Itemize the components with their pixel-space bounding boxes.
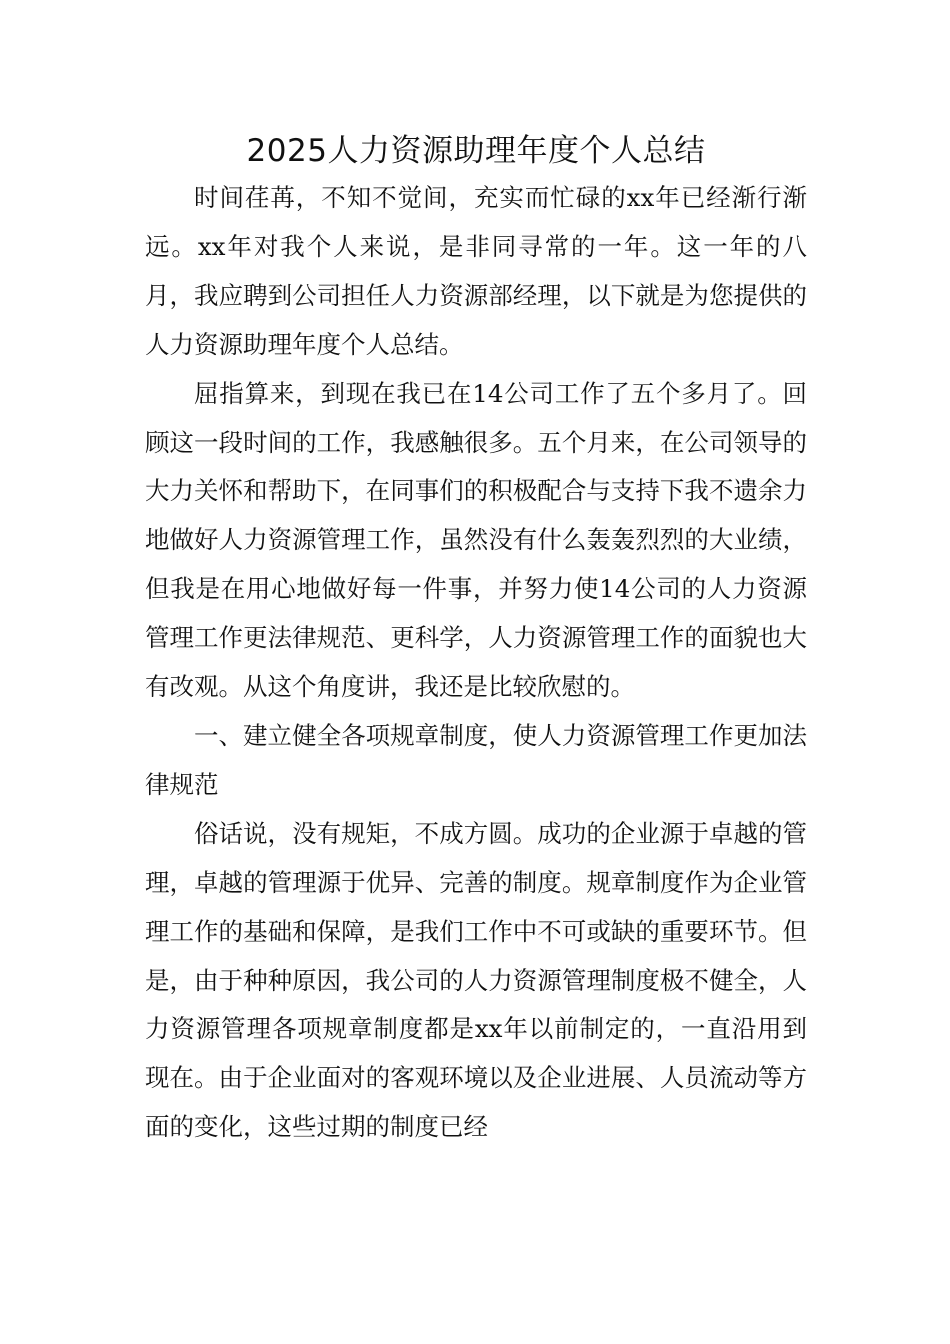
paragraph-rules: 俗话说，没有规矩，不成方圆。成功的企业源于卓越的管理，卓越的管理源于优异、完善的制度。规章制度作为企业管理工作的基础和保障，是我们工作中不可或缺的重要环节。但是，由于种种原因，我公司的人力资源管理制度极不健全，人力资源管理各项规章制度都是xx年以前制定的，一直沿用到现在。由于企业面对的客观环境以及企业进展、人员流动等方面的变化，这些过期的制度已经 bbox=[145, 818, 807, 1142]
document-body bbox=[145, 128, 807, 1152]
paragraph-review: 屈指算来，到现在我已在14公司工作了五个多月了。回顾这一段时间的工作，我感触很多。五个月来，在公司领导的大力关怀和帮助下，在同事们的积极配合与支持下我不遗余力地做好人力资源管理工作，虽然没有什么轰轰烈烈的大业绩，但我是在用心地做好每一件事，并努力使14公司的人力资源管理工作更法律规范、更科学，人力资源管理工作的面貌也大有改观。从这个角度讲，我还是比较欣慰的。 bbox=[145, 378, 807, 702]
section-heading-1: 一、建立健全各项规章制度，使人力资源管理工作更加法律规范 bbox=[145, 720, 807, 799]
document-title: 2025人力资源助理年度个人总结 bbox=[246, 133, 706, 169]
paragraph-intro: 时间荏苒，不知不觉间，充实而忙碌的xx年已经渐行渐远。xx年对我个人来说，是非同寻常的一年。这一年的八月，我应聘到公司担任人力资源部经理，以下就是为您提供的人力资源助理年度个人总结。 bbox=[145, 183, 807, 359]
